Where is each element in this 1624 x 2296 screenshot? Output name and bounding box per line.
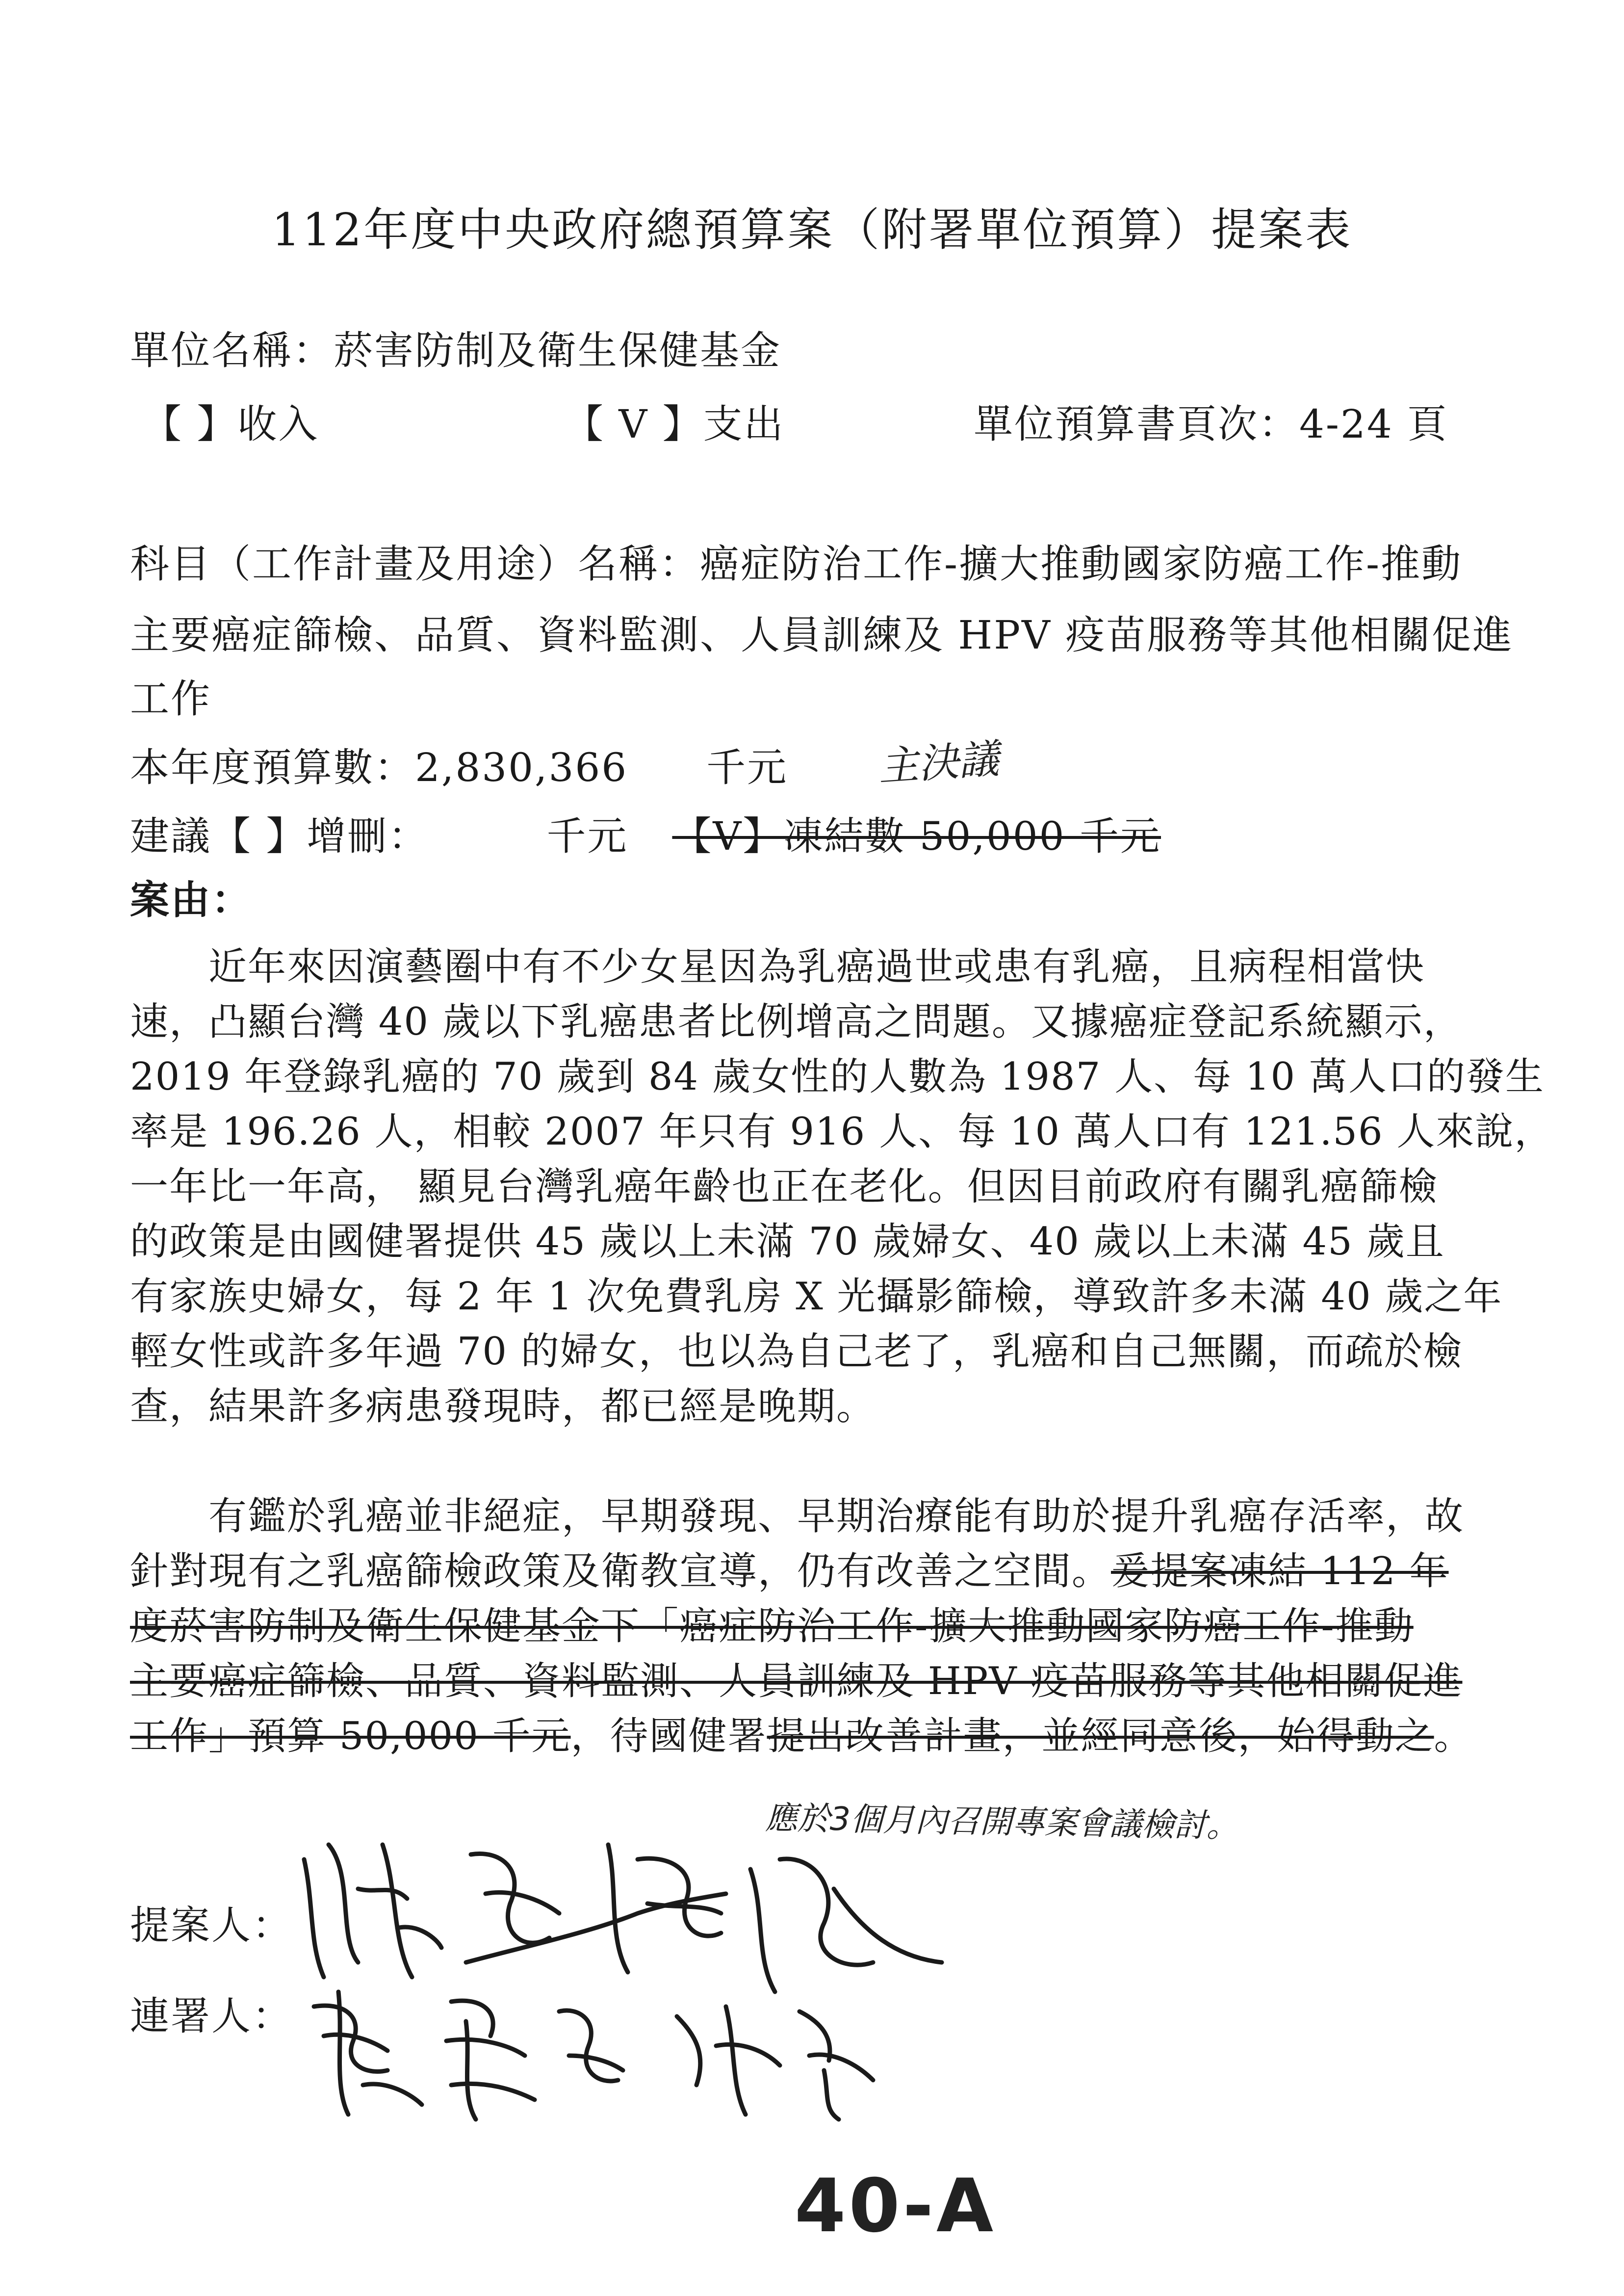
paragraph-1-line: 查，結果許多病患發現時，都已經是晚期。 xyxy=(130,1384,876,1429)
paragraph-1-line: 有家族史婦女，每 2 年 1 次免費乳房 X 光攝影篩檢，導致許多未滿 40 歲之年 xyxy=(130,1275,1503,1319)
reason-paragraph-2 xyxy=(130,1489,1473,1764)
paragraph-1-line: 輕女性或許多年過 70 的婦女，也以為自己老了，乳癌和自己無關，而疏於檢 xyxy=(130,1330,1463,1374)
budget-label: 本年度預算數： xyxy=(130,745,415,790)
unit-name: 菸害防制及衛生保健基金 xyxy=(334,328,781,373)
page-number: 40-A xyxy=(795,2164,997,2249)
plain-text: ，待國健署 xyxy=(570,1714,767,1758)
struck-text: 提出改善計畫，並經同意後，始得動之 xyxy=(767,1714,1434,1758)
budget-unit: 千元 xyxy=(706,745,788,790)
paragraph-1-line: 近年來因演藝圈中有不少女星因為乳癌過世或患有乳癌，且病程相當快 xyxy=(130,945,1425,989)
cosigner-label: 連署人： xyxy=(130,1993,293,2039)
struck-text: 爰提案凍結 112 年 xyxy=(1111,1549,1449,1593)
budget-value: 2,830,366 xyxy=(415,745,628,790)
paragraph-1-line: 率是 196.26 人，相較 2007 年只有 916 人、每 10 萬人口有 121.56 人來說， xyxy=(130,1110,1554,1154)
paragraph-2-line-1: 有鑑於乳癌並非絕症，早期發現、早期治療能有助於提升乳癌存活率，故 xyxy=(130,1494,1465,1539)
suggestion-unit: 千元 xyxy=(546,813,628,859)
unit-label: 單位名稱： xyxy=(130,328,334,373)
unit-name-line xyxy=(130,319,781,375)
subject-line-2: 主要癌症篩檢、品質、資料監測、人員訓練及 HPV 疫苗服務等其他相關促進 xyxy=(130,612,1514,658)
paragraph-1-line: 一年比一年高， 顯見台灣乳癌年齡也正在老化。但因目前政府有關乳癌篩檢 xyxy=(130,1165,1438,1209)
subject-line-3: 工作 xyxy=(130,676,211,722)
paragraph-2-line-5 xyxy=(130,1709,1473,1764)
paragraph-1-line: 速，凸顯台灣 40 歲以下乳癌患者比例增高之問題。又據癌症登記系統顯示， xyxy=(130,1000,1463,1044)
suggestion-line xyxy=(130,805,1161,861)
struck-freeze-amount: 【V】凍結數 50,000 千元 xyxy=(672,813,1161,859)
expense-checkbox: 【 V 】支出 xyxy=(564,401,785,447)
subject-line-1: 科目（工作計畫及用途）名稱：癌症防治工作-擴大推動國家防癌工作-推動 xyxy=(130,541,1463,587)
struck-text: 工作」預算 50,000 千元 xyxy=(130,1714,571,1758)
page-reference: 單位預算書頁次：4-24 頁 xyxy=(974,401,1448,447)
cosigner-signature xyxy=(304,1972,942,2129)
paragraph-1-line: 2019 年登錄乳癌的 70 歲到 84 歲女性的人數為 1987 人、每 10 萬人口的發生 xyxy=(130,1055,1545,1099)
suggestion-prefix: 建議【 】增刪： xyxy=(130,813,429,859)
reason-paragraph-1 xyxy=(130,939,1553,1434)
paragraph-2-line-3-struck: 度菸害防制及衛生保健基金下「癌症防治工作-擴大推動國家防癌工作-推動 xyxy=(130,1604,1414,1648)
paragraph-2-line-2 xyxy=(130,1544,1473,1599)
plain-text: 。 xyxy=(1434,1714,1473,1758)
plain-text: 針對現有之乳癌篩檢政策及衛教宣導，仍有改善之空間。 xyxy=(130,1549,1111,1593)
handwritten-decision-note: 主決議 xyxy=(876,735,1001,791)
proposer-label: 提案人： xyxy=(130,1903,293,1948)
paragraph-1-line: 的政策是由國健署提供 45 歲以上未滿 70 歲婦女、40 歲以上未滿 45 歲且 xyxy=(130,1220,1445,1264)
reason-label: 案由： xyxy=(130,877,252,923)
handwritten-amendment: 應於3個月內召開專案會議檢討。 xyxy=(765,1799,1239,1845)
budget-line xyxy=(130,736,788,792)
document-title: 112年度中央政府總預算案（附署單位預算）提案表 xyxy=(271,204,1353,256)
income-checkbox: 【 】收入 xyxy=(142,401,319,447)
paragraph-2-line-4-struck: 主要癌症篩檢、品質、資料監測、人員訓練及 HPV 疫苗服務等其他相關促進 xyxy=(130,1659,1463,1703)
cosigner-signature-drawing xyxy=(304,1972,942,2129)
